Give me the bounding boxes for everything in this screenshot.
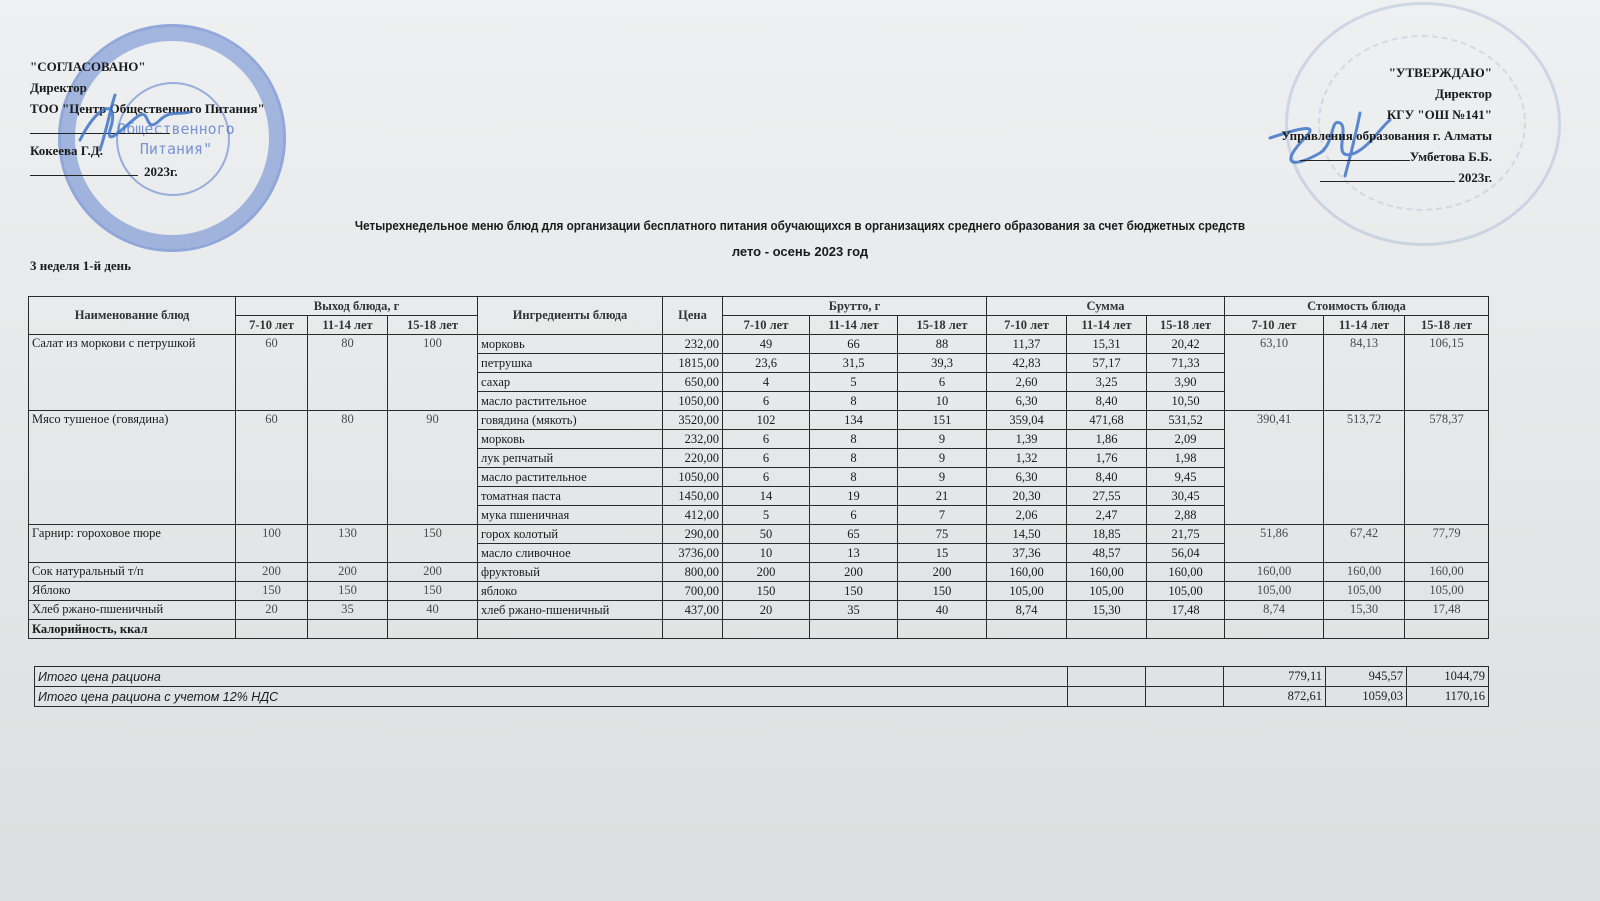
ingredient-price: 437,00 bbox=[663, 601, 723, 620]
ingredient-sum: 15,31 bbox=[1067, 335, 1147, 354]
dish-cost: 160,00 bbox=[1405, 563, 1489, 582]
ingredient-sum: 160,00 bbox=[1067, 563, 1147, 582]
header-age: 7-10 лет bbox=[987, 316, 1067, 335]
ingredient-name: хлеб ржано-пшеничный bbox=[478, 601, 663, 620]
ingredient-sum: 8,74 bbox=[987, 601, 1067, 620]
ingredient-sum: 18,85 bbox=[1067, 525, 1147, 544]
ingredient-sum: 1,76 bbox=[1067, 449, 1147, 468]
ingredient-gross: 49 bbox=[723, 335, 810, 354]
dish-yield: 60 bbox=[236, 335, 308, 411]
ingredient-gross: 40 bbox=[898, 601, 987, 620]
ingredient-sum: 11,37 bbox=[987, 335, 1067, 354]
dish-cost: 67,42 bbox=[1324, 525, 1405, 563]
ingredient-sum: 48,57 bbox=[1067, 544, 1147, 563]
ingredient-gross: 50 bbox=[723, 525, 810, 544]
ingredient-gross: 6 bbox=[723, 430, 810, 449]
ingredient-price: 220,00 bbox=[663, 449, 723, 468]
ingredient-sum: 71,33 bbox=[1147, 354, 1225, 373]
header-sum: Сумма bbox=[987, 297, 1225, 316]
approval-right-year: 2023г. bbox=[1458, 170, 1492, 185]
dish-cost: 105,00 bbox=[1405, 582, 1489, 601]
calories-empty-cell bbox=[1067, 620, 1147, 639]
ingredient-gross: 20 bbox=[723, 601, 810, 620]
ingredient-gross: 7 bbox=[898, 506, 987, 525]
dish-yield: 200 bbox=[236, 563, 308, 582]
ingredient-gross: 6 bbox=[723, 449, 810, 468]
dish-yield: 200 bbox=[308, 563, 388, 582]
ingredient-gross: 9 bbox=[898, 430, 987, 449]
header-age: 15-18 лет bbox=[1405, 316, 1489, 335]
ingredient-gross: 150 bbox=[810, 582, 898, 601]
calories-row bbox=[29, 620, 1489, 639]
header-gross: Брутто, г bbox=[723, 297, 987, 316]
approval-left-name: Кокеева Г.Д. bbox=[30, 143, 104, 158]
document-subtitle: лето - осень 2023 год bbox=[731, 244, 869, 259]
calories-empty-cell bbox=[723, 620, 810, 639]
ingredient-gross: 75 bbox=[898, 525, 987, 544]
ingredient-name: масло сливочное bbox=[478, 544, 663, 563]
header-age: 7-10 лет bbox=[236, 316, 308, 335]
ingredient-price: 232,00 bbox=[663, 335, 723, 354]
stamp-text-line: Общественного bbox=[117, 120, 235, 138]
ingredient-sum: 15,30 bbox=[1067, 601, 1147, 620]
table-row bbox=[29, 601, 1489, 620]
dish-cost: 15,30 bbox=[1324, 601, 1405, 620]
ingredient-sum: 17,48 bbox=[1147, 601, 1225, 620]
ingredient-sum: 3,25 bbox=[1067, 373, 1147, 392]
ingredient-sum: 160,00 bbox=[987, 563, 1067, 582]
calories-empty-cell bbox=[663, 620, 723, 639]
signature-left-icon bbox=[70, 90, 210, 160]
approval-left-year: 2023г. bbox=[144, 164, 178, 179]
calories-empty-cell bbox=[478, 620, 663, 639]
calories-empty-cell bbox=[1324, 620, 1405, 639]
dish-yield: 130 bbox=[308, 525, 388, 563]
dish-cost: 390,41 bbox=[1225, 411, 1324, 525]
ingredient-gross: 200 bbox=[898, 563, 987, 582]
ingredient-sum: 8,40 bbox=[1067, 392, 1147, 411]
ingredient-gross: 14 bbox=[723, 487, 810, 506]
ingredient-sum: 42,83 bbox=[987, 354, 1067, 373]
dish-name: Мясо тушеное (говядина) bbox=[29, 411, 236, 525]
header-age: 15-18 лет bbox=[1147, 316, 1225, 335]
ingredient-sum: 2,06 bbox=[987, 506, 1067, 525]
ingredient-gross: 10 bbox=[898, 392, 987, 411]
ingredient-name: горох колотый bbox=[478, 525, 663, 544]
dish-name: Хлеб ржано-пшеничный bbox=[29, 601, 236, 620]
ingredient-gross: 6 bbox=[898, 373, 987, 392]
dish-yield: 100 bbox=[236, 525, 308, 563]
calories-empty-cell bbox=[1405, 620, 1489, 639]
dish-yield: 80 bbox=[308, 335, 388, 411]
totals-table bbox=[34, 666, 1489, 707]
ingredient-name: морковь bbox=[478, 335, 663, 354]
ingredient-sum: 531,52 bbox=[1147, 411, 1225, 430]
totals-label: Итого цена рациона bbox=[35, 667, 1068, 687]
calories-empty-cell bbox=[236, 620, 308, 639]
ingredient-gross: 134 bbox=[810, 411, 898, 430]
ingredient-sum: 10,50 bbox=[1147, 392, 1225, 411]
menu-table bbox=[28, 296, 1489, 639]
ingredient-sum: 1,98 bbox=[1147, 449, 1225, 468]
dish-yield: 150 bbox=[388, 525, 478, 563]
ingredient-gross: 200 bbox=[810, 563, 898, 582]
dish-cost: 160,00 bbox=[1225, 563, 1324, 582]
stamp-text-line: Питания" bbox=[139, 140, 213, 158]
approval-right-position: Директор bbox=[1435, 86, 1492, 101]
ingredient-gross: 6 bbox=[810, 506, 898, 525]
header-dish-cost: Стоимость блюда bbox=[1225, 297, 1489, 316]
header-ingredients: Ингредиенты блюда bbox=[478, 297, 663, 335]
ingredient-gross: 8 bbox=[810, 468, 898, 487]
approval-left-position: Директор bbox=[30, 80, 87, 95]
header-age: 11-14 лет bbox=[308, 316, 388, 335]
dish-cost: 105,00 bbox=[1324, 582, 1405, 601]
ingredient-sum: 1,86 bbox=[1067, 430, 1147, 449]
dish-yield: 20 bbox=[236, 601, 308, 620]
ingredient-price: 800,00 bbox=[663, 563, 723, 582]
menu-table-body bbox=[29, 335, 1489, 639]
dish-yield: 100 bbox=[388, 335, 478, 411]
header-age: 11-14 лет bbox=[1067, 316, 1147, 335]
table-row bbox=[29, 563, 1489, 582]
ingredient-gross: 5 bbox=[723, 506, 810, 525]
header-age: 7-10 лет bbox=[723, 316, 810, 335]
header-yield: Выход блюда, г bbox=[236, 297, 478, 316]
totals-value: 945,57 bbox=[1326, 667, 1407, 687]
ingredient-price: 700,00 bbox=[663, 582, 723, 601]
totals-empty-cell bbox=[1146, 667, 1224, 687]
dish-cost: 17,48 bbox=[1405, 601, 1489, 620]
approval-left-date bbox=[30, 161, 265, 182]
dish-name: Салат из моркови с петрушкой bbox=[29, 335, 236, 411]
approval-right-name: Умбетова Б.Б. bbox=[1409, 149, 1492, 164]
ingredient-gross: 10 bbox=[723, 544, 810, 563]
ingredient-gross: 150 bbox=[898, 582, 987, 601]
dish-yield: 35 bbox=[308, 601, 388, 620]
ingredient-gross: 8 bbox=[810, 449, 898, 468]
dish-cost: 63,10 bbox=[1225, 335, 1324, 411]
header-age: 7-10 лет bbox=[1225, 316, 1324, 335]
ingredient-price: 1450,00 bbox=[663, 487, 723, 506]
ingredient-gross: 35 bbox=[810, 601, 898, 620]
dish-yield: 80 bbox=[308, 411, 388, 525]
document-title: Четырехнедельное меню блюд для организации бесплатного питания обучающихся в организациях среднего образования за счет бюджетных средств bbox=[354, 218, 1246, 233]
dish-yield: 150 bbox=[236, 582, 308, 601]
ingredient-sum: 6,30 bbox=[987, 392, 1067, 411]
ingredient-sum: 2,60 bbox=[987, 373, 1067, 392]
table-row bbox=[29, 582, 1489, 601]
dish-name: Гарнир: гороховое пюре bbox=[29, 525, 236, 563]
ingredient-name: сахар bbox=[478, 373, 663, 392]
ingredient-price: 290,00 bbox=[663, 525, 723, 544]
totals-value: 1170,16 bbox=[1407, 687, 1489, 707]
ingredient-sum: 105,00 bbox=[1067, 582, 1147, 601]
calories-empty-cell bbox=[1225, 620, 1324, 639]
header-age: 15-18 лет bbox=[388, 316, 478, 335]
ingredient-sum: 27,55 bbox=[1067, 487, 1147, 506]
ingredient-gross: 8 bbox=[810, 430, 898, 449]
ingredient-sum: 1,32 bbox=[987, 449, 1067, 468]
ingredient-sum: 3,90 bbox=[1147, 373, 1225, 392]
dish-name: Яблоко bbox=[29, 582, 236, 601]
ingredient-gross: 9 bbox=[898, 449, 987, 468]
ingredient-gross: 65 bbox=[810, 525, 898, 544]
ingredient-gross: 21 bbox=[898, 487, 987, 506]
ingredient-gross: 66 bbox=[810, 335, 898, 354]
calories-empty-cell bbox=[810, 620, 898, 639]
table-header-row bbox=[29, 297, 1489, 316]
totals-value: 1044,79 bbox=[1407, 667, 1489, 687]
ingredient-name: томатная паста bbox=[478, 487, 663, 506]
ingredient-name: петрушка bbox=[478, 354, 663, 373]
ingredient-sum: 1,39 bbox=[987, 430, 1067, 449]
calories-empty-cell bbox=[308, 620, 388, 639]
dish-cost: 105,00 bbox=[1225, 582, 1324, 601]
ingredient-sum: 8,40 bbox=[1067, 468, 1147, 487]
ingredient-sum: 37,36 bbox=[987, 544, 1067, 563]
header-dish-name: Наименование блюд bbox=[29, 297, 236, 335]
totals-value: 1059,03 bbox=[1326, 687, 1407, 707]
ingredient-sum: 6,30 bbox=[987, 468, 1067, 487]
ingredient-sum: 471,68 bbox=[1067, 411, 1147, 430]
ingredient-sum: 30,45 bbox=[1147, 487, 1225, 506]
table-row bbox=[29, 411, 1489, 430]
ingredient-gross: 15 bbox=[898, 544, 987, 563]
dish-yield: 60 bbox=[236, 411, 308, 525]
calories-label: Калорийность, ккал bbox=[29, 620, 236, 639]
ingredient-name: яблоко bbox=[478, 582, 663, 601]
ingredient-gross: 4 bbox=[723, 373, 810, 392]
ingredient-name: масло растительное bbox=[478, 468, 663, 487]
totals-value: 872,61 bbox=[1224, 687, 1326, 707]
ingredient-sum: 14,50 bbox=[987, 525, 1067, 544]
header-age: 15-18 лет bbox=[898, 316, 987, 335]
dish-cost: 77,79 bbox=[1405, 525, 1489, 563]
calories-empty-cell bbox=[388, 620, 478, 639]
ingredient-price: 1050,00 bbox=[663, 468, 723, 487]
ingredient-sum: 160,00 bbox=[1147, 563, 1225, 582]
dish-yield: 40 bbox=[388, 601, 478, 620]
ingredient-gross: 23,6 bbox=[723, 354, 810, 373]
ingredient-sum: 20,30 bbox=[987, 487, 1067, 506]
dish-name: Сок натуральный т/п bbox=[29, 563, 236, 582]
approval-right-heading: "УТВЕРЖДАЮ" bbox=[1388, 65, 1492, 80]
ingredient-sum: 20,42 bbox=[1147, 335, 1225, 354]
ingredient-sum: 2,88 bbox=[1147, 506, 1225, 525]
approval-right bbox=[1281, 62, 1492, 188]
totals-empty-cell bbox=[1068, 687, 1146, 707]
ingredient-gross: 31,5 bbox=[810, 354, 898, 373]
ingredient-gross: 19 bbox=[810, 487, 898, 506]
ingredient-price: 3520,00 bbox=[663, 411, 723, 430]
dish-cost: 160,00 bbox=[1324, 563, 1405, 582]
dish-yield: 90 bbox=[388, 411, 478, 525]
table-row bbox=[29, 525, 1489, 544]
dish-cost: 513,72 bbox=[1324, 411, 1405, 525]
ingredient-name: морковь bbox=[478, 430, 663, 449]
dish-yield: 150 bbox=[388, 582, 478, 601]
approval-right-organization: КГУ "ОШ №141" bbox=[1386, 107, 1492, 122]
totals-row bbox=[35, 667, 1489, 687]
ingredient-gross: 39,3 bbox=[898, 354, 987, 373]
ingredient-price: 412,00 bbox=[663, 506, 723, 525]
approval-right-department: Управления образования г. Алматы bbox=[1281, 128, 1492, 143]
ingredient-gross: 200 bbox=[723, 563, 810, 582]
ingredient-gross: 6 bbox=[723, 392, 810, 411]
ingredient-sum: 56,04 bbox=[1147, 544, 1225, 563]
ingredient-sum: 2,09 bbox=[1147, 430, 1225, 449]
header-age: 11-14 лет bbox=[1324, 316, 1405, 335]
totals-empty-cell bbox=[1068, 667, 1146, 687]
ingredient-name: лук репчатый bbox=[478, 449, 663, 468]
ingredient-sum: 9,45 bbox=[1147, 468, 1225, 487]
ingredient-sum: 57,17 bbox=[1067, 354, 1147, 373]
ingredient-price: 650,00 bbox=[663, 373, 723, 392]
ingredient-sum: 21,75 bbox=[1147, 525, 1225, 544]
table-row bbox=[29, 335, 1489, 354]
ingredient-gross: 13 bbox=[810, 544, 898, 563]
approval-left-heading: "СОГЛАСОВАНО" bbox=[30, 59, 146, 74]
dish-cost: 578,37 bbox=[1405, 411, 1489, 525]
dish-yield: 200 bbox=[388, 563, 478, 582]
dish-cost: 8,74 bbox=[1225, 601, 1324, 620]
approval-left-organization: ТОО "Центр Общественного Питания" bbox=[30, 101, 265, 116]
ingredient-name: говядина (мякоть) bbox=[478, 411, 663, 430]
ingredient-gross: 150 bbox=[723, 582, 810, 601]
totals-empty-cell bbox=[1146, 687, 1224, 707]
week-day-label: 3 неделя 1-й день bbox=[30, 258, 132, 273]
ingredient-gross: 5 bbox=[810, 373, 898, 392]
totals-value: 779,11 bbox=[1224, 667, 1326, 687]
totals-vat-row bbox=[35, 687, 1489, 707]
ingredient-name: масло растительное bbox=[478, 392, 663, 411]
table-subheader-row bbox=[29, 316, 1489, 335]
ingredient-gross: 9 bbox=[898, 468, 987, 487]
ingredient-sum: 105,00 bbox=[987, 582, 1067, 601]
ingredient-gross: 151 bbox=[898, 411, 987, 430]
totals-label: Итого цена рациона с учетом 12% НДС bbox=[35, 687, 1068, 707]
approval-right-date-row bbox=[1281, 167, 1492, 188]
approval-right-sign-row bbox=[1281, 146, 1492, 167]
ingredient-price: 3736,00 bbox=[663, 544, 723, 563]
ingredient-name: фруктовый bbox=[478, 563, 663, 582]
ingredient-gross: 102 bbox=[723, 411, 810, 430]
dish-cost: 51,86 bbox=[1225, 525, 1324, 563]
header-price: Цена bbox=[663, 297, 723, 335]
ingredient-gross: 88 bbox=[898, 335, 987, 354]
ingredient-sum: 359,04 bbox=[987, 411, 1067, 430]
calories-empty-cell bbox=[898, 620, 987, 639]
ingredient-sum: 105,00 bbox=[1147, 582, 1225, 601]
ingredient-gross: 6 bbox=[723, 468, 810, 487]
dish-cost: 84,13 bbox=[1324, 335, 1405, 411]
header-age: 11-14 лет bbox=[810, 316, 898, 335]
dish-cost: 106,15 bbox=[1405, 335, 1489, 411]
ingredient-gross: 8 bbox=[810, 392, 898, 411]
ingredient-sum: 2,47 bbox=[1067, 506, 1147, 525]
calories-empty-cell bbox=[1147, 620, 1225, 639]
ingredient-price: 1815,00 bbox=[663, 354, 723, 373]
ingredient-price: 232,00 bbox=[663, 430, 723, 449]
dish-yield: 150 bbox=[308, 582, 388, 601]
calories-empty-cell bbox=[987, 620, 1067, 639]
ingredient-price: 1050,00 bbox=[663, 392, 723, 411]
ingredient-name: мука пшеничная bbox=[478, 506, 663, 525]
